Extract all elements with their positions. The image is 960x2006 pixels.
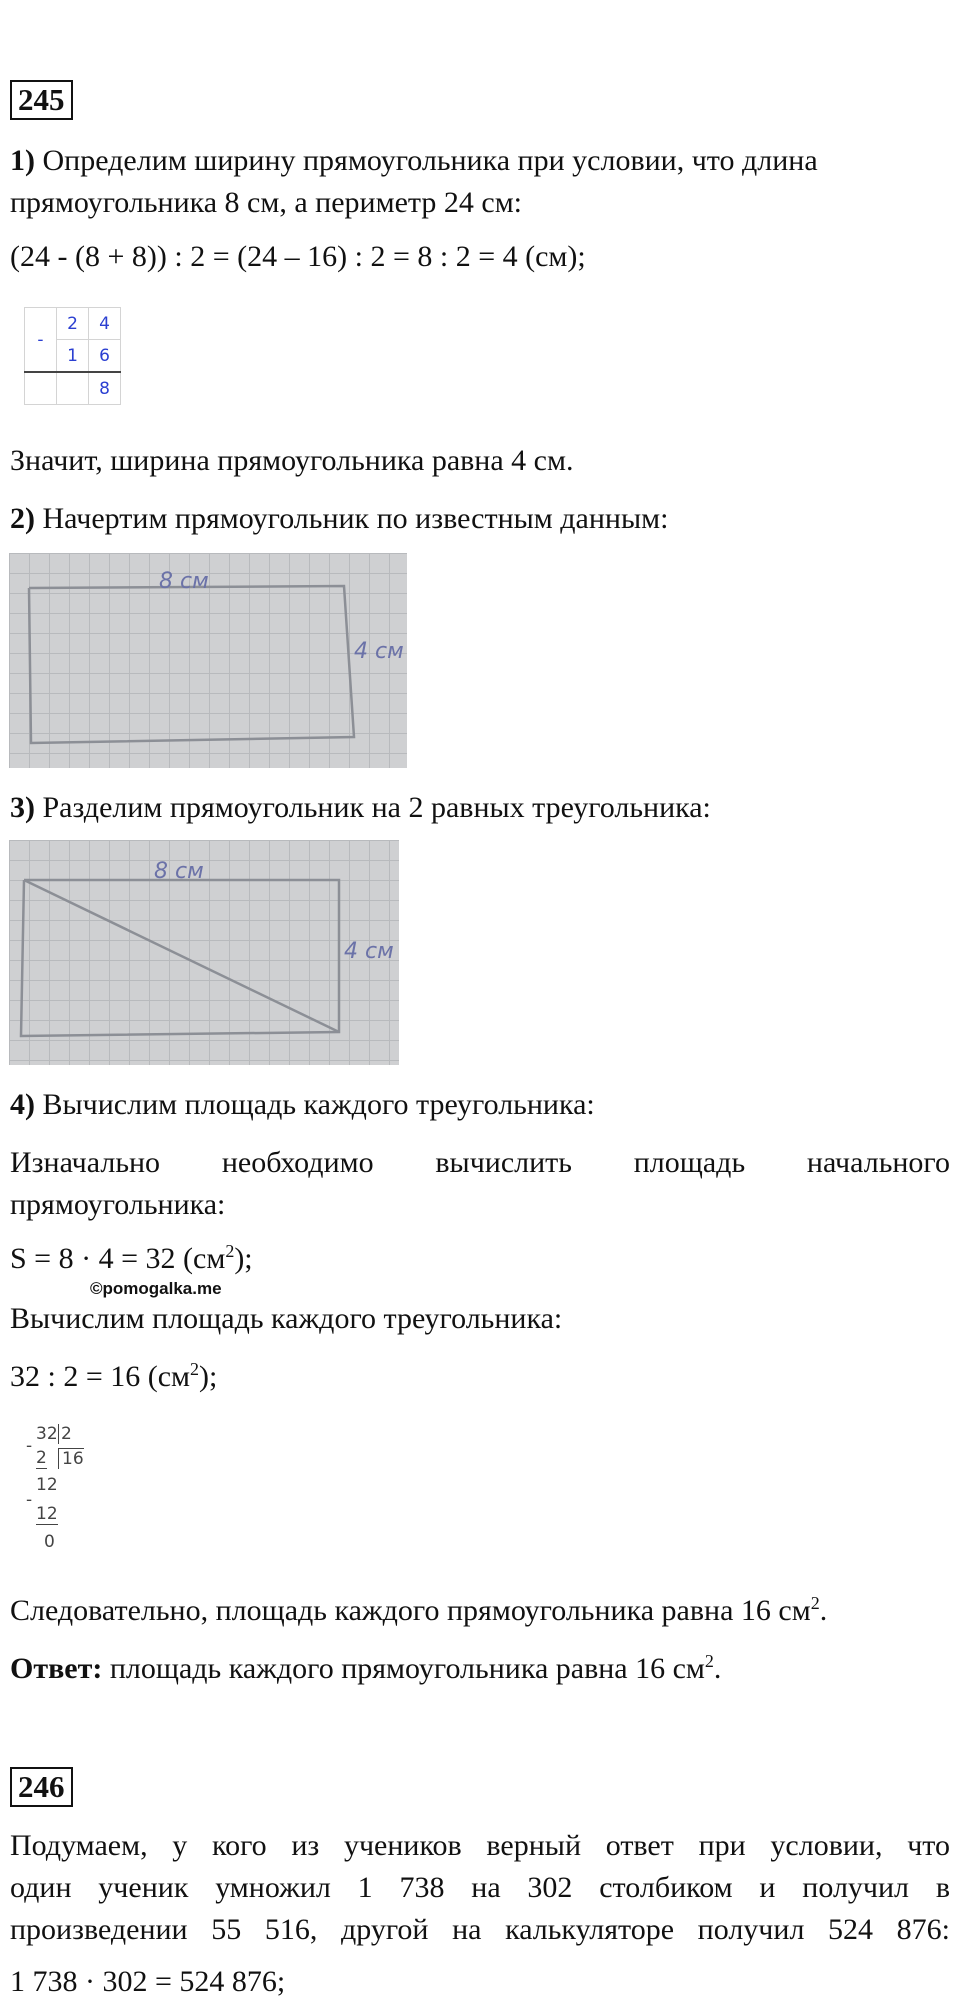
step4-again: Вычислим площадь каждого треугольника: bbox=[10, 1302, 563, 1335]
divided-rectangle-drawing bbox=[9, 840, 399, 1065]
task246-line3: произведении 55 516, другой на калькуляторе получил 524 876: bbox=[10, 1913, 950, 1946]
task246-line2: один ученик умножил 1 738 на 302 столбиком и получил в bbox=[10, 1871, 950, 1904]
label-width: 4 см bbox=[354, 639, 404, 664]
sub-digit: 1 bbox=[57, 340, 89, 373]
div-dividend: 32 bbox=[36, 1424, 58, 1444]
div-sub1: 2 bbox=[36, 1448, 47, 1468]
watermark: ©pomogalka.me bbox=[90, 1279, 222, 1298]
div-sub2: 12 bbox=[36, 1504, 58, 1524]
div-rem2: 0 bbox=[44, 1532, 55, 1552]
sub-digit: 2 bbox=[57, 308, 89, 340]
task-number-246: 246 bbox=[10, 1767, 73, 1807]
step4-line: 4) Вычислим площадь каждого треугольника: bbox=[10, 1088, 595, 1121]
rectangle-drawing bbox=[9, 553, 407, 768]
step3-line: 3) Разделим прямоугольник на 2 равных треугольника: bbox=[10, 791, 711, 824]
answer-line: Ответ: площадь каждого прямоугольника равна 16 $см^2$. bbox=[10, 1651, 722, 1685]
step4-para-line2: прямоугольника: bbox=[10, 1188, 226, 1221]
subtraction-column bbox=[24, 307, 121, 405]
sub-digit: 8 bbox=[89, 372, 121, 405]
task246-line1: Подумаем, у кого из учеников верный ответ при условии, что bbox=[10, 1829, 950, 1862]
div-rem1: 12 bbox=[36, 1475, 58, 1495]
sub-digit bbox=[25, 372, 57, 405]
conclusion-area: Следовательно, площадь каждого прямоугольника равна 16 $см^2$. bbox=[10, 1593, 828, 1627]
sub-minus-cell: - bbox=[25, 308, 57, 373]
div-minus: - bbox=[26, 1436, 33, 1456]
div-divisor: 2 bbox=[58, 1424, 72, 1444]
task-number-245: 245 bbox=[10, 80, 73, 120]
conclusion-width: Значит, ширина прямоугольника равна 4 см. bbox=[10, 444, 574, 477]
step1-line1: 1) Определим ширину прямоугольника при условии, что длина bbox=[10, 144, 818, 177]
task246-calc: 1 738 · 302 = 524 876; bbox=[10, 1965, 286, 1998]
sub-digit bbox=[57, 372, 89, 405]
div-quotient: 16 bbox=[58, 1448, 84, 1469]
step2-line: 2) Начертим прямоугольник по известным данным: bbox=[10, 502, 669, 535]
sub-digit: 6 bbox=[89, 340, 121, 373]
label-length: 8 см bbox=[159, 569, 209, 594]
sub-digit: 4 bbox=[89, 308, 121, 340]
area-formula: S = 8 · 4 = 32 $(см^2)$; bbox=[10, 1241, 253, 1275]
label-length: 8 см bbox=[154, 859, 204, 884]
label-width: 4 см bbox=[344, 939, 394, 964]
step1-line2: прямоугольника 8 см, а периметр 24 см: bbox=[10, 186, 523, 219]
long-division bbox=[26, 1418, 106, 1568]
div-minus: - bbox=[26, 1490, 33, 1510]
calc-width: (24 - (8 + 8)) : 2 = (24 – 16) : 2 = 8 : 2 = 4 (см); bbox=[10, 240, 586, 273]
half-calc: 32 : 2 = 16 $(см^2)$; bbox=[10, 1359, 218, 1393]
step4-para-line1: Изначально необходимо вычислить площадь начального bbox=[10, 1146, 950, 1179]
